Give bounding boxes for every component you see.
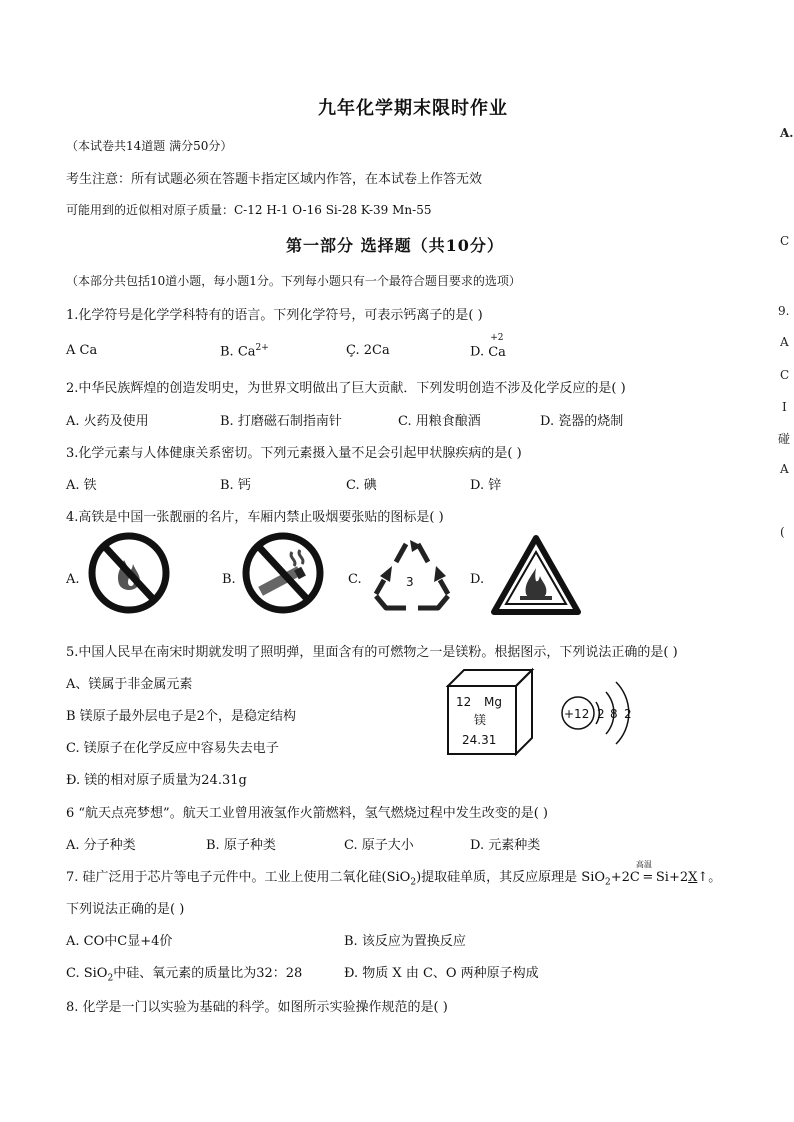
q1-option-b-base: B. Ca: [220, 344, 256, 360]
q5-option-d: Ð. 镁的相对原子质量为24.31g: [66, 773, 247, 788]
q3-option-d: D. 锌: [470, 478, 502, 493]
q4-option-a: A.: [66, 572, 80, 587]
q7-option-d: Ð. 物质 X 由 C、O 两种原子构成: [344, 966, 539, 981]
mg-atomic-number: 12: [456, 695, 472, 709]
q6-stem: 6 “航天点亮梦想”。航天工业曾用液氢作火箭燃料，氢气燃烧过程中发生改变的是( ): [66, 806, 548, 821]
q1-option-d-formula: [488, 333, 506, 361]
q3-option-a: A. 铁: [66, 478, 97, 493]
q7-eq-sub: 2: [605, 877, 611, 888]
margin-char-1: A.: [780, 126, 794, 140]
section-note: （本部分共包括10道小题，每小题1分。下列每小题只有一个最符合题目要求的选项）: [66, 274, 521, 288]
q1-option-b: [220, 343, 269, 359]
mg-shell-1: 2: [597, 707, 605, 721]
q2-option-a: A. 火药及使用: [66, 414, 149, 429]
margin-char-7: 碰: [778, 432, 791, 446]
q1-option-d-label: D.: [470, 344, 485, 360]
mg-shell-3: 2: [624, 707, 632, 721]
recycle-icon: [366, 536, 458, 616]
q7-option-c-rest: 中硅、氧元素的质量比为32：28: [113, 966, 303, 981]
q7-option-a: A. CO中C显+4价: [66, 934, 173, 949]
q7-eq-right: Si+2: [655, 870, 689, 885]
q1-stem: 1.化学符号是化学学科特有的语言。下列化学符号，可表示钙离子的是( ): [66, 308, 483, 323]
q1-option-c: Ç. 2Ca: [346, 343, 390, 358]
margin-char-3: 9.: [778, 304, 790, 318]
mg-shell-2: 8: [610, 707, 618, 721]
q1-option-d-valence: +2: [490, 333, 504, 343]
mg-atom-structure-diagram: [556, 668, 642, 758]
q7-eq-left: +2C: [610, 870, 640, 885]
margin-char-4: A: [780, 335, 789, 349]
q4-option-d: D.: [470, 572, 485, 587]
q1-option-d: [470, 333, 506, 361]
q4-option-b: B.: [222, 572, 236, 587]
no-fire-icon: [86, 530, 172, 616]
q5-option-c: C. 镁原子在化学反应中容易失去电子: [66, 741, 279, 756]
q8-stem: 8. 化学是一门以实验为基础的科学。如图所示实验操作规范的是( ): [66, 1000, 448, 1015]
q7-eq-arrow: ↑。: [697, 870, 722, 885]
q7-option-b: B. 该反应为置换反应: [344, 934, 466, 949]
mg-atomic-mass: 24.31: [462, 733, 497, 747]
q7-option-c-sub: 2: [107, 973, 114, 984]
margin-char-5: C: [780, 368, 790, 382]
q3-option-b: B. 钙: [220, 478, 251, 493]
q2-option-d: D. 瓷器的烧制: [540, 414, 624, 429]
margin-char-9: (: [780, 525, 785, 539]
q3-option-c: C. 碘: [346, 478, 377, 493]
q6-option-b: B. 原子种类: [206, 838, 276, 853]
flammable-warning-icon: [490, 534, 582, 616]
q6-option-a: A. 分子种类: [66, 838, 136, 853]
q6-option-c: C. 原子大小: [344, 838, 414, 853]
q7-stem-part2: )提取硅单质，其反应原理是 SiO: [416, 870, 606, 885]
recycle-number: 3: [406, 575, 414, 589]
q7-stem-sub: 2: [410, 877, 417, 888]
q2-option-c: C. 用粮食酿酒: [398, 414, 481, 429]
mg-element-cell: [444, 664, 536, 760]
q4-option-c: C.: [348, 572, 362, 587]
q1-option-a: A Ca: [66, 343, 98, 358]
q7-stem: [66, 860, 722, 888]
section-title: 第一部分 选择题（共10分）: [286, 236, 504, 255]
atomic-masses: 可能用到的近似相对原子质量：C-12 H-1 O-16 Si-28 K-39 Mn-55: [66, 203, 432, 217]
q7-eq-condition: 高温: [635, 860, 652, 869]
q1-option-d-symbol: Ca: [488, 345, 506, 360]
q7-eq-sign: =: [642, 870, 654, 885]
q2-stem: 2.中华民族辉煌的创造发明史，为世界文明做出了巨大贡献．下列发明创造不涉及化学反应的是( ): [66, 381, 626, 396]
q3-stem: 3.化学元素与人体健康关系密切。下列元素摄入量不足会引起甲状腺疾病的是( ): [66, 446, 522, 461]
exam-subtitle: （本试卷共14道题 满分50分）: [66, 139, 233, 153]
q7-stem-part1: 7. 硅广泛用于芯片等电子元件中。工业上使用二氧化硅(SiO: [66, 870, 411, 885]
q7-option-c-prefix: C. SiO: [66, 966, 108, 981]
mg-name: 镁: [474, 713, 487, 727]
mg-nucleus-charge: +12: [564, 707, 590, 721]
q5-option-b: B 镁原子最外层电子是2个，是稳定结构: [66, 709, 296, 724]
margin-char-6: I: [782, 400, 787, 414]
q7-option-c: [66, 962, 302, 984]
q1-option-b-charge: 2+: [255, 343, 269, 353]
q6-option-d: D. 元素种类: [470, 838, 541, 853]
q7-eq-x: X: [688, 870, 698, 885]
margin-char-2: C: [780, 234, 790, 248]
exam-notice: 考生注意：所有试题必须在答题卡指定区域内作答，在本试卷上作答无效: [66, 172, 483, 187]
mg-symbol: Mg: [484, 695, 502, 709]
q5-option-a: A、镁属于非金属元素: [66, 677, 193, 692]
q2-option-b: B. 打磨磁石制指南针: [220, 414, 342, 429]
no-smoking-icon: [240, 530, 326, 616]
exam-title: 九年化学期末限时作业: [318, 98, 508, 119]
margin-char-8: A: [780, 462, 789, 476]
q7-stem2: 下列说法正确的是( ): [66, 902, 185, 917]
q7-eq-sign-group: [635, 860, 656, 885]
q5-stem: 5.中国人民早在南宋时期就发明了照明弹，里面含有的可燃物之一是镁粉。根据图示，下列说法正确的是( ): [66, 645, 678, 660]
q4-stem: 4.高铁是中国一张靓丽的名片，车厢内禁止吸烟要张贴的图标是( ): [66, 510, 444, 525]
